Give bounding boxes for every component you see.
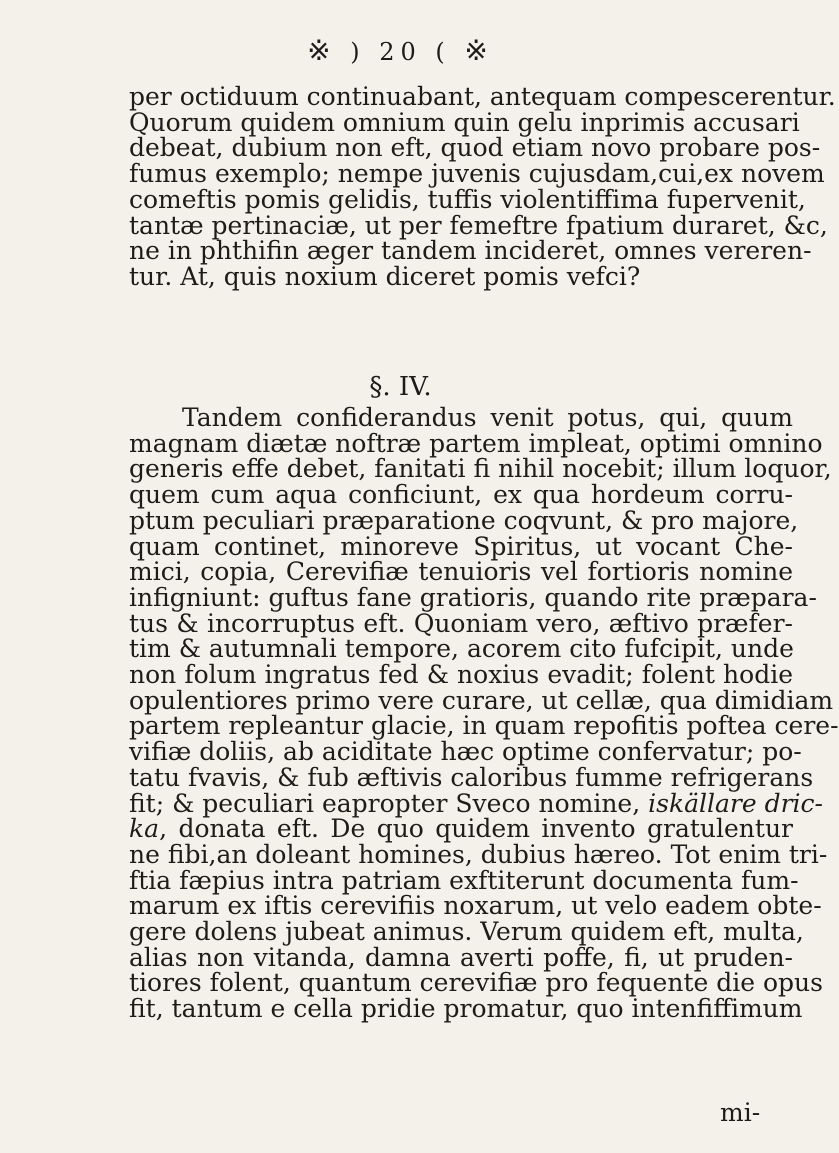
text-line: tus & incorruptus eft. Quoniam vero, æftivo præfer- — [129, 608, 793, 638]
text-line: vifiæ doliis, ab aciditate hæc optime confervatur; po- — [129, 737, 802, 767]
text-span: , donata eft. De quo quidem invento gratulentur — [159, 814, 793, 844]
text-line: partem repleantur glacie, in quam repofitis poftea cere- — [129, 711, 839, 741]
text-line — [129, 816, 793, 842]
paragraph-2 — [129, 403, 839, 1024]
text-line: fumus exemplo; nempe juvenis cujusdam,cui,ex novem — [129, 159, 825, 189]
ornament-left-icon: ※ — [307, 34, 337, 67]
text-line: alias non vitanda, damna averti poffe, fi, ut pruden- — [129, 942, 793, 972]
text-line: tantæ pertinaciæ, ut per femeftre fpatium duraret, &c, — [129, 210, 828, 240]
text-line: ptum peculiari præparatione coqvunt, & pro majore, — [129, 505, 799, 535]
text-line: marum ex iftis cerevifiis noxarum, ut velo eadem obte- — [129, 891, 822, 921]
italic-term: ka — [129, 814, 160, 844]
text-line: ne in phthifin æger tandem incideret, omnes vereren- — [129, 236, 812, 266]
text-line: Tandem confiderandus venit potus, qui, quum — [182, 403, 793, 432]
paragraph-1 — [129, 82, 836, 291]
text-line: tiores folent, quantum cerevifiæ pro fequente die opus — [129, 968, 823, 998]
italic-term: iskällare dric- — [648, 788, 823, 818]
section-heading: §. IV. — [369, 372, 432, 402]
text-line: Quorum quidem omnium quin gelu inprimis accusari — [129, 107, 800, 137]
text-line: ne fibi,an doleant homines, dubius hæreo. Tot enim tri- — [129, 839, 828, 869]
text-line: non folum ingratus fed & noxius evadit; folent hodie — [129, 660, 793, 690]
text-line: tim & autumnali tempore, acorem cito fufcipit, unde — [129, 634, 794, 664]
ornament-right-icon: ※ — [464, 34, 494, 67]
page-number: ) 20 ( — [350, 38, 451, 66]
text-line: fit, tantum e cella pridie promatur, quo intenfiffimum — [129, 994, 803, 1024]
text-line: comeftis pomis gelidis, tuffis violentiffima fupervenit, — [129, 184, 806, 214]
text-line: mici, copia, Cerevifiæ tenuioris vel fortioris nomine — [129, 557, 793, 587]
text-line: ftia fæpius intra patriam exftiterunt documenta fum- — [129, 865, 799, 895]
text-line: opulentiores primo vere curare, ut cellæ, qua dimidiam — [129, 685, 834, 715]
text-line: quem cum aqua conficiunt, ex qua hordeum corru- — [129, 480, 793, 510]
text-line: quam continet, minoreve Spiritus, ut vocant Che- — [129, 531, 793, 561]
text-line: tatu fvavis, & fub æftivis caloribus fumme refrigerans — [129, 762, 814, 792]
catchword: mi- — [720, 1098, 761, 1127]
page-header — [0, 34, 801, 67]
text-line: tur. At, quis noxium diceret pomis vefci? — [129, 261, 641, 291]
text-line: debeat, dubium non eft, quod etiam novo probare pos- — [129, 133, 821, 163]
text-line: per octiduum continuabant, antequam compescerentur. — [129, 82, 836, 111]
text-line — [129, 788, 823, 818]
text-line: magnam diætæ noftræ partem impleat, optimi omnino — [129, 428, 823, 458]
text-line: generis effe debet, fanitati fi nihil nocebit; illum loquor, — [129, 454, 832, 484]
text-line: infigniunt: guftus fane gratioris, quando rite præpara- — [129, 582, 817, 612]
text-line: gere dolens jubeat animus. Verum quidem eft, multa, — [129, 917, 804, 947]
text-span: fit; & peculiari eapropter Sveco nomine, — [129, 788, 649, 818]
